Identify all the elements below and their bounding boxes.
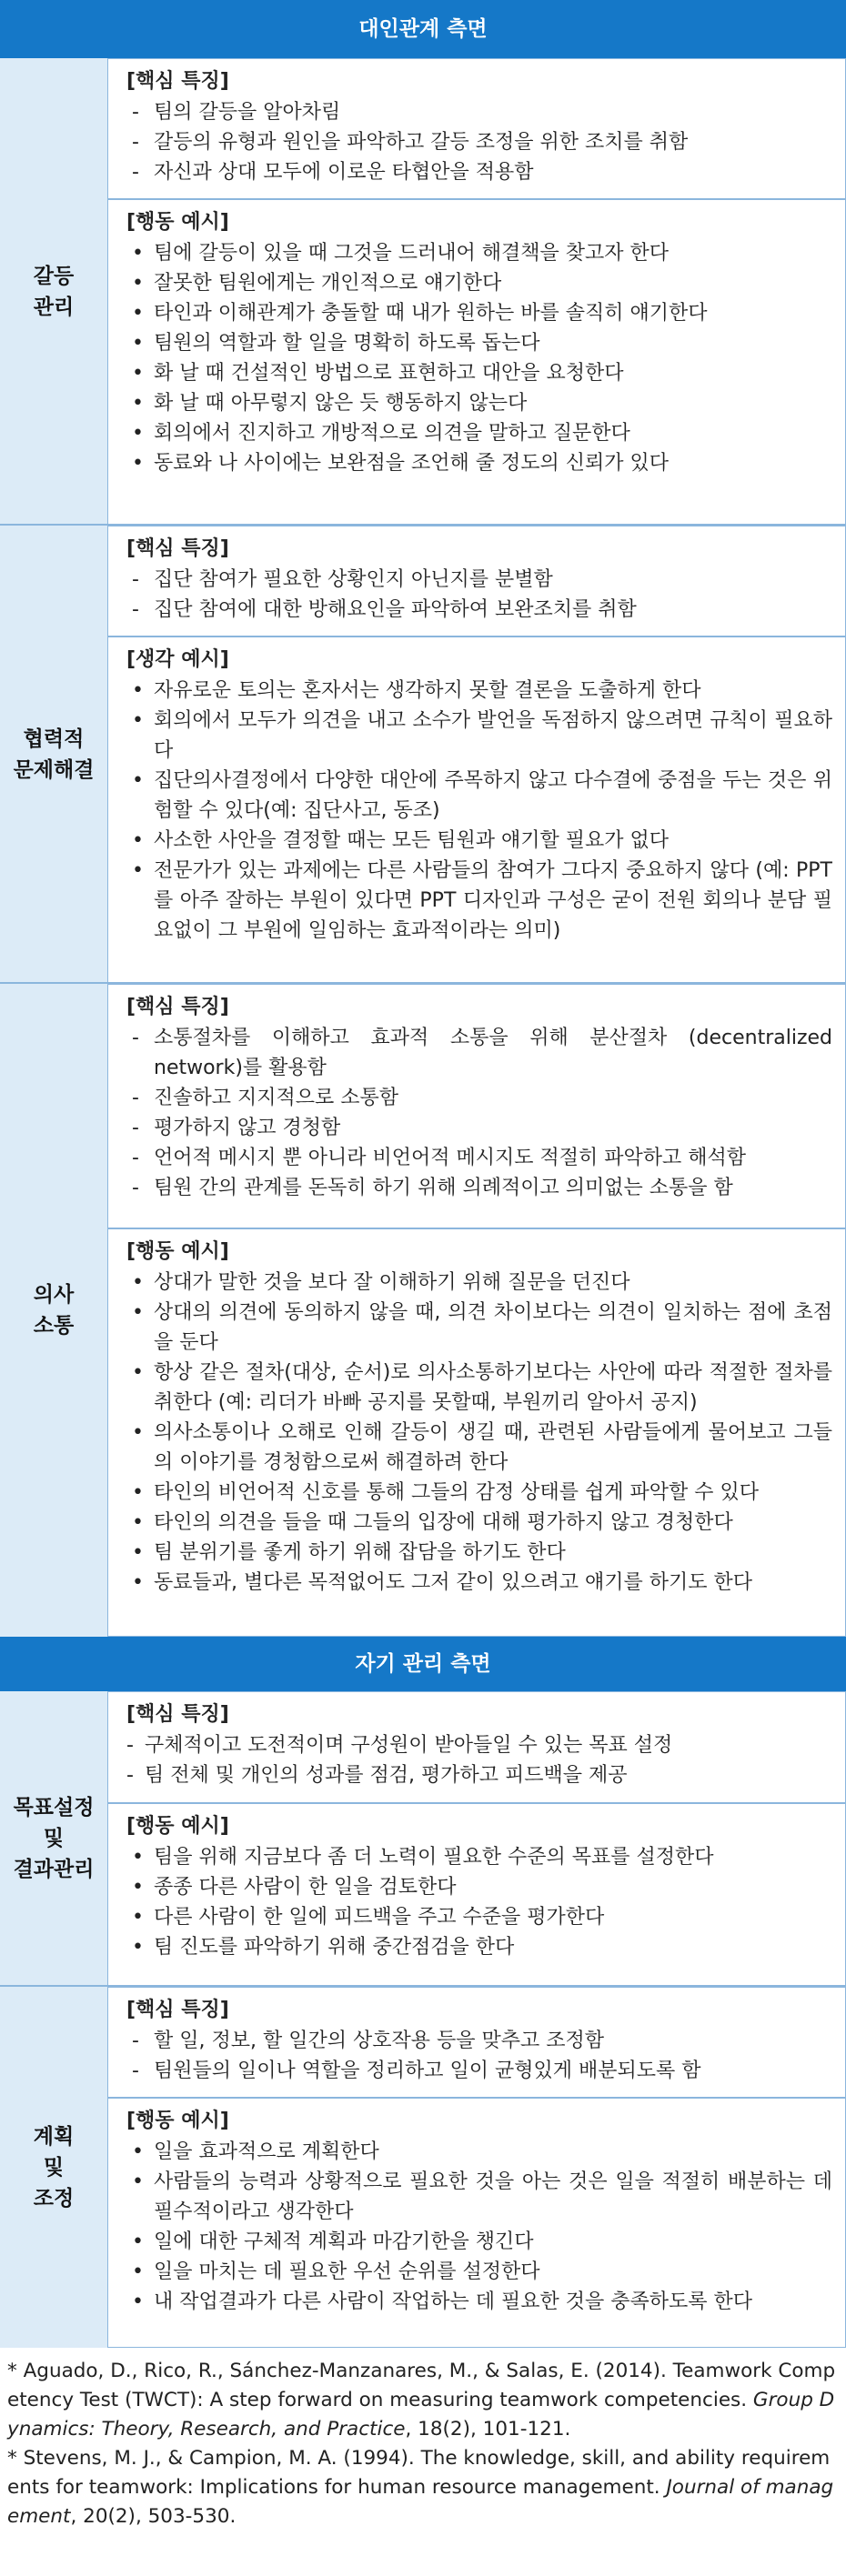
list-item: - 팀원들의 일이나 역할을 정리하고 일이 균형있게 배분되도록 함	[132, 2060, 701, 2082]
list-item: • 항상 같은 절차(대상, 순서)로 의사소통하기보다는 사안에 따라 적절한 절차를 취한다 (예: 리더가 바빠 공지를 못할때, 부원끼리 알아서 공지)	[132, 1361, 832, 1414]
list-item: • 상대의 의견에 동의하지 않을 때, 의견 차이보다는 의견이 일치하는 점에 초점을 둔다	[132, 1301, 832, 1354]
list-item: - 집단 참여가 필요한 상황인지 아닌지를 분별함	[132, 568, 553, 591]
list-item: - 평가하지 않고 경청함	[132, 1117, 341, 1139]
list-item: - 팀원 간의 관계를 돈독히 하기 위해 의례적이고 의미없는 소통을 함	[132, 1177, 733, 1199]
list-item: • 집단의사결정에서 다양한 대안에 주목하지 않고 다수결에 중점을 두는 것은 위험할 수 있다(예: 집단사고, 동조)	[132, 769, 832, 822]
category-goal-setting: 목표설정 및 결과관리	[0, 1691, 107, 1986]
list-item: • 일을 마치는 데 필요한 우선 순위를 설정한다	[132, 2260, 540, 2283]
list-item: - 소통절차를 이해하고 효과적 소통을 위해 분산절차 (decentralized network)를 활용함	[132, 1027, 832, 1079]
category-communication: 의사 소통	[0, 984, 107, 1637]
list-item: • 화 날 때 건설적인 방법으로 표현하고 대안을 요청한다	[132, 362, 624, 385]
list-item: - 진솔하고 지지적으로 소통함	[132, 1087, 399, 1109]
box-heading: [행동 예시]	[126, 1815, 229, 1838]
list-item: • 사소한 사안을 결정할 때는 모든 팀원과 얘기할 필요가 없다	[132, 829, 669, 852]
box-heading: [행동 예시]	[126, 1240, 229, 1263]
box-heading: [생각 예시]	[126, 648, 229, 671]
list-item: • 자유로운 토의는 혼자서는 생각하지 못할 결론을 도출하게 한다	[132, 679, 701, 702]
list-item: • 다른 사람이 한 일에 피드백을 주고 수준을 평가한다	[132, 1906, 605, 1929]
list-item: - 구체적이고 도전적이며 구성원이 받아들일 수 있는 목표 설정	[126, 1734, 673, 1757]
box-heading: [핵심 특징]	[126, 1999, 229, 2021]
box-heading: [행동 예시]	[126, 211, 229, 234]
list-item: • 팀 진도를 파악하기 위해 중간점검을 한다	[132, 1936, 515, 1959]
list-item: • 팀 분위기를 좋게 하기 위해 잡담을 하기도 한다	[132, 1541, 566, 1564]
category-collaborative-problem-solving: 협력적 문제해결	[0, 526, 107, 983]
planning-core-features	[107, 1987, 846, 2098]
list-item: • 팀원의 역할과 할 일을 명확히 하도록 돕는다	[132, 332, 540, 355]
section-title: 자기 관리 측면	[355, 1652, 491, 1676]
reference-item: * Stevens, M. J., & Campion, M. A. (1994). The knowledge, skill, and ability requirements for teamwork: Implications for human resource management. Journal of management, 20(2), 503-530.	[7, 2447, 834, 2528]
list-item: • 의사소통이나 오해로 인해 갈등이 생길 때, 관련된 사람들에게 물어보고 그들의 이야기를 경청함으로써 해결하려 한다	[132, 1421, 832, 1474]
list-item: - 팀의 갈등을 알아차림	[132, 101, 341, 124]
section-title: 대인관계 측면	[358, 17, 488, 41]
section-banner-interpersonal	[0, 0, 846, 58]
reference-item: * Aguado, D., Rico, R., Sánchez-Manzanares, M., & Salas, E. (2014). Teamwork Competency Test (TWCT): A step forward on measuring teamwork competencies. Group Dynamics: Theory, Research, and Practice, 18(2), 101-121.	[7, 2360, 836, 2441]
list-item: • 일을 효과적으로 계획한다	[132, 2140, 379, 2163]
list-item: • 상대가 말한 것을 보다 잘 이해하기 위해 질문을 던진다	[132, 1271, 630, 1294]
list-item: • 사람들의 능력과 상황적으로 필요한 것을 아는 것은 일을 적절히 배분하는 데 필수적이라고 생각한다	[132, 2170, 832, 2223]
box-heading: [핵심 특징]	[126, 1703, 229, 1726]
communication-behavior-examples	[107, 1228, 846, 1637]
collab-core-features	[107, 526, 846, 636]
category-conflict-management: 갈등 관리	[0, 58, 107, 525]
references	[7, 2357, 837, 2531]
list-item: • 타인의 비언어적 신호를 통해 그들의 감정 상태를 쉽게 파악할 수 있다	[132, 1481, 759, 1504]
list-item: - 팀 전체 및 개인의 성과를 점검, 평가하고 피드백을 제공	[126, 1764, 628, 1787]
goal-behavior-examples	[107, 1803, 846, 1986]
box-heading: [핵심 특징]	[126, 70, 229, 93]
list-item: - 갈등의 유형과 원인을 파악하고 갈등 조정을 위한 조치를 취함	[132, 131, 689, 154]
list-item: • 팀을 위해 지금보다 좀 더 노력이 필요한 수준의 목표를 설정한다	[132, 1846, 714, 1869]
list-item: • 회의에서 모두가 의견을 내고 소수가 발언을 독점하지 않으려면 규칙이 필요하다	[132, 709, 832, 762]
list-item: - 할 일, 정보, 할 일간의 상호작용 등을 맞추고 조정함	[132, 2030, 604, 2052]
list-item: • 잘못한 팀원에게는 개인적으로 얘기한다	[132, 272, 502, 295]
goal-core-features	[107, 1691, 846, 1803]
planning-behavior-examples	[107, 2098, 846, 2348]
list-item: • 화 날 때 아무렇지 않은 듯 행동하지 않는다	[132, 392, 528, 415]
list-item: • 타인의 의견을 들을 때 그들의 입장에 대해 평가하지 않고 경청한다	[132, 1511, 733, 1534]
list-item: • 회의에서 진지하고 개방적으로 의견을 말하고 질문한다	[132, 422, 630, 445]
list-item: • 동료와 나 사이에는 보완점을 조언해 줄 정도의 신뢰가 있다	[132, 452, 669, 475]
category-planning-coordination: 계획 및 조정	[0, 1987, 107, 2348]
conflict-core-features	[107, 58, 846, 199]
list-item: • 전문가가 있는 과제에는 다른 사람들의 참여가 그다지 중요하지 않다 (예: PPT를 아주 잘하는 부원이 있다면 PPT 디자인과 구성은 굳이 전원 회의나 분담 필요없이 그 부원에 일임하는 효과적이라는 의미)	[132, 859, 832, 942]
list-item: • 일에 대한 구체적 계획과 마감기한을 챙긴다	[132, 2230, 534, 2253]
collab-thought-examples	[107, 636, 846, 983]
box-heading: [핵심 특징]	[126, 537, 229, 560]
list-item: • 타인과 이해관계가 충돌할 때 내가 원하는 바를 솔직히 얘기한다	[132, 302, 708, 325]
box-heading: [행동 예시]	[126, 2110, 229, 2132]
list-item: • 동료들과, 별다른 목적없어도 그저 같이 있으려고 얘기를 하기도 한다	[132, 1571, 752, 1594]
list-item: - 자신과 상대 모두에 이로운 타협안을 적용함	[132, 161, 534, 184]
list-item: • 내 작업결과가 다른 사람이 작업하는 데 필요한 것을 충족하도록 한다	[132, 2290, 752, 2313]
list-item: - 언어적 메시지 뿐 아니라 비언어적 메시지도 적절히 파악하고 해석함	[132, 1147, 747, 1169]
communication-core-features	[107, 984, 846, 1228]
conflict-behavior-examples	[107, 199, 846, 525]
list-item: - 집단 참여에 대한 방해요인을 파악하여 보완조치를 취함	[132, 598, 637, 621]
list-item: • 팀에 갈등이 있을 때 그것을 드러내어 해결책을 찾고자 한다	[132, 242, 669, 265]
box-heading: [핵심 특징]	[126, 996, 229, 1018]
section-banner-self-management	[0, 1637, 846, 1691]
list-item: • 종종 다른 사람이 한 일을 검토한다	[132, 1876, 457, 1899]
